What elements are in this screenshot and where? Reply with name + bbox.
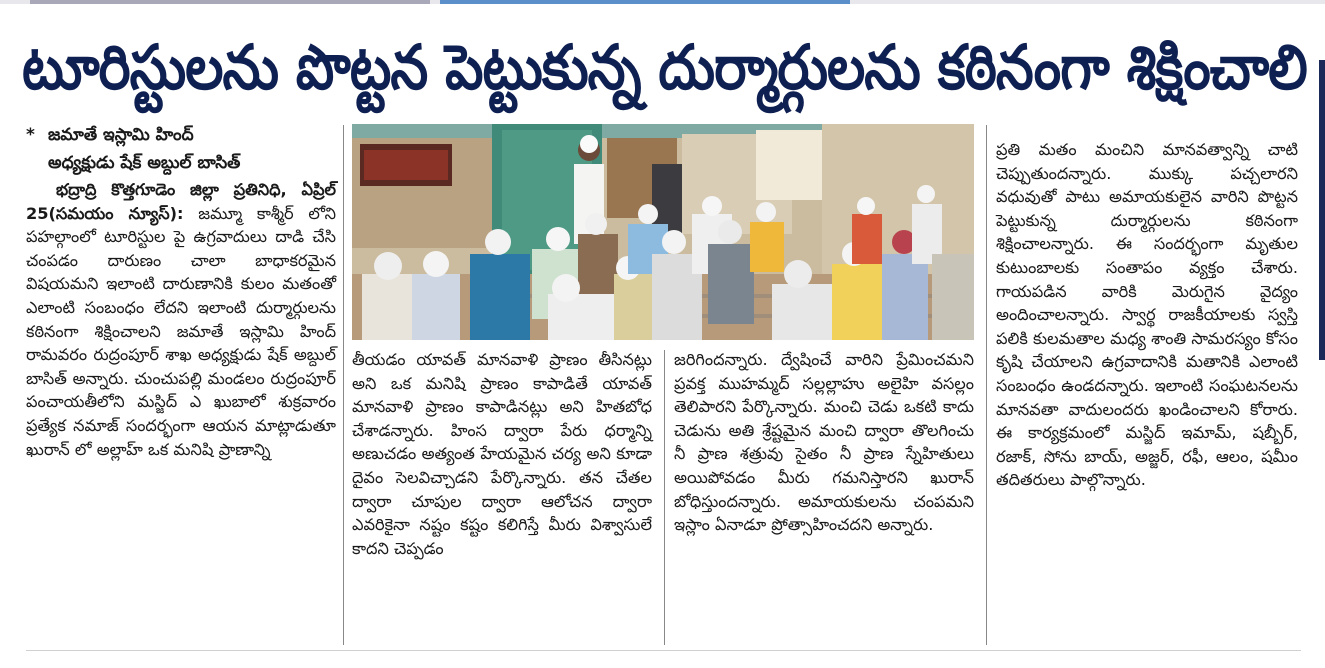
- mosque-prayer-photo: [352, 124, 974, 340]
- top-color-bar: [0, 0, 1325, 4]
- lede-paragraph: [26, 178, 336, 461]
- page-edge-strip: [1319, 60, 1325, 360]
- article-column-2: [352, 348, 652, 560]
- article-column-4: [996, 138, 1298, 492]
- column-1-text: జమ్మూ కాశ్మీర్ లోని పహల్గాంలో టూరిస్టుల పై ఉగ్రవాదులు దాడి చేసి చంపడం దారుణం చాలా బాధాకరమైన విషయమని ఇలాంటి దారుణానికి కులం మతంతో ఎలాంటి సంబంధం లేదని ఇలాంటి దుర్మార్గులను కఠినంగా శిక్షించాలని జమాతే ఇస్లామి హింద్ రామవరం రుద్రంపూర్ శాఖ అధ్యక్షుడు షేక్ అబ్దుల్ బాసిత్ అన్నారు. చుంచుపల్లి మండలం రుద్రంపూర్ పంచాయతీలోని మస్జిద్ ఎ ఖుబాలో శుక్రవారం ప్రత్యేక నమాజ్ సందర్భంగా ఆయన మాట్లాడుతూ ఖురాన్ లో అల్లాహ్ ఒక మనిషి ప్రాణాన్ని: [26, 203, 336, 459]
- bullet-star-icon: *: [26, 125, 35, 145]
- headline: టూరిస్టులను పొట్టన పెట్టుకున్న దుర్మార్గులను కఠినంగా శిక్షించాలి: [22, 32, 1307, 104]
- column-4-text: ప్రతి మతం మంచిని మానవత్వాన్ని చాటి చెప్పుతుందన్నారు. ముక్కు పచ్చలారని వధువుతో పాటు అమాయకులైన వారిని పొట్టన పెట్టుకున్న దుర్మార్గులను కఠినంగా శిక్షించాలన్నారు. ఈ సందర్భంగా మృతుల కుటుంబాలకు సంతాపం వ్యక్తం చేశారు. గాయపడిన వారికి మెరుగైన వైద్యం అందించాలన్నారు. స్వార్థ రాజకీయాలకు స్వస్తి పలికి కులమతాల మధ్య శాంతి సామరస్యం కోసం కృషి చేయాలని ఉగ్రవాదానికి మతానికి ఎలాంటి సంబంధం ఉండదన్నారు. ఇలాంటి సంఘటనలను మానవతా వాదులందరు ఖండించాలని కోరారు. ఈ కార్యక్రమంలో మస్జిద్ ఇమామ్, షబ్బీర్, రజాక్, సోను బాయ్, అజ్జర్, రఫీ, ఆలం, షమీం తదితరులు పాల్గొన్నారు.: [996, 140, 1298, 490]
- article-photo: [352, 124, 974, 340]
- article-column-1: [26, 122, 336, 461]
- column-divider-1: [343, 125, 344, 645]
- column-divider-2: [664, 350, 665, 645]
- dateline: భద్రాద్రి కొత్తగూడెం జిల్లా ప్రతినిధి, ఏప్రిల్ 25(సమయం న్యూస్):: [26, 180, 336, 223]
- bottom-rule: [26, 650, 1301, 651]
- highlight-line-1: * జమాతే ఇస్లామి హింద్: [26, 122, 336, 148]
- column-divider-3: [986, 125, 987, 645]
- article-column-3: [674, 348, 974, 537]
- column-2-text: తీయడం యావత్ మానవాళి ప్రాణం తీసినట్లు అని ఒక మనిషి ప్రాణం కాపాడితే యావత్ మానవాళి ప్రాణం కాపాడినట్లు అని హితబోధ చేశాడన్నారు. హింస ద్వారా పేరు ధర్మాన్ని అణుచడం అత్యంత హేయమైన చర్య అని కూడా దైవం సెలవిచ్చాడని పేర్కొన్నారు. తన చేతల ద్వారా చూపుల ద్వారా ఆలోచన ద్వారా ఎవరికైనా నష్టం కష్టం కలిగిస్తే మీరు విశ్వాసులే కాదని చెప్పడం: [352, 350, 652, 558]
- highlight-line-2: అధ్యక్షుడు షేక్ అబ్దుల్ బాసిత్: [48, 153, 241, 173]
- column-3-text: జరిగిందన్నారు. ద్వేషించే వారిని ప్రేమించమని ప్రవక్త ముహమ్మద్ సల్లల్లాహు అలైహి వసల్లం తెలిపారని పేర్కొన్నారు. మంచి చెడు ఒకటి కాదు చెడును అతి శ్రేష్టమైన మంచి ద్వారా తొలగించు నీ ప్రాణ శత్రువు సైతం నీ ప్రాణ స్నేహితులు అయిపోవడం మీరు గమనిస్తారని ఖురాన్ బోధిస్తుందన్నారు. అమాయకులను చంపమని ఇస్లాం ఏనాడూ ప్రోత్సాహించదని అన్నారు.: [674, 350, 974, 535]
